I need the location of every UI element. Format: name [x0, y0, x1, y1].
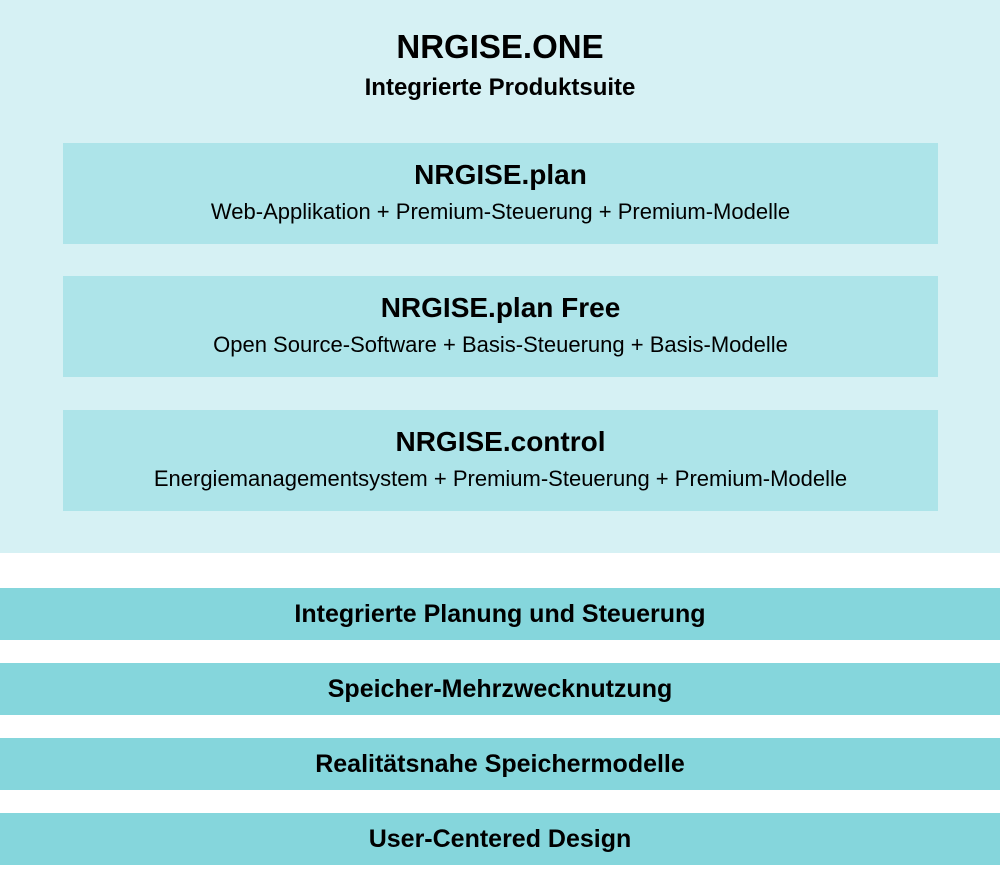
suite-subtitle: Integrierte Produktsuite [364, 74, 636, 101]
suite-title: NRGISE.ONE [396, 28, 604, 65]
product-box-nrgise-control [63, 410, 938, 511]
product-description: Energiemanagementsystem + Premium-Steuerung + Premium-Modelle [153, 466, 848, 491]
pillar-storage-multi-use: Speicher-Mehrzwecknutzung [0, 663, 1000, 715]
pillar-user-centered-design: User-Centered Design [0, 813, 1000, 865]
product-name: NRGISE.plan Free [380, 292, 621, 323]
product-box-nrgise-plan-free [63, 276, 938, 377]
pillar-realistic-storage-models: Realitätsnahe Speichermodelle [0, 738, 1000, 790]
pillar-integrated-planning: Integrierte Planung und Steuerung [0, 588, 1000, 640]
product-description: Open Source-Software + Basis-Steuerung + Basis-Modelle [213, 332, 788, 357]
product-name: NRGISE.control [395, 426, 606, 457]
product-description: Web-Applikation + Premium-Steuerung + Premium-Modelle [210, 199, 791, 224]
product-box-nrgise-plan [63, 143, 938, 244]
product-name: NRGISE.plan [414, 159, 587, 190]
